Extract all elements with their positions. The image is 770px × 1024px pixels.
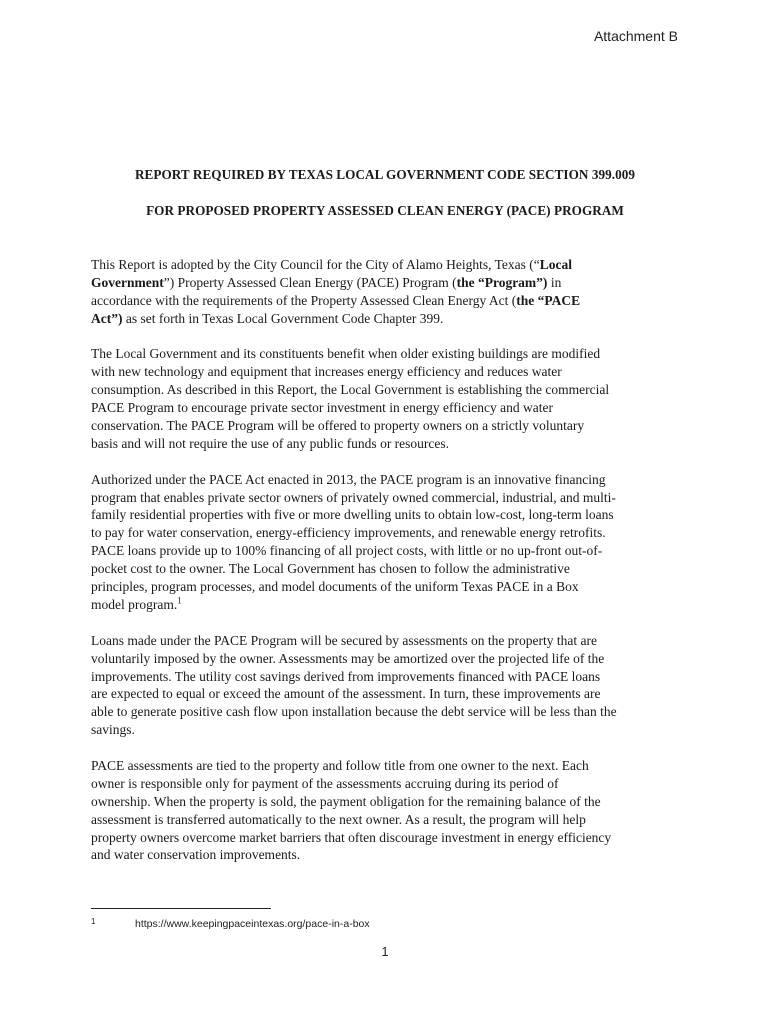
paragraph-line: assessment is transferred automatically to the next owner. As a result, the program will help: [91, 811, 586, 827]
paragraph-line: principles, program processes, and model documents of the uniform Texas PACE in a Box: [91, 579, 579, 595]
paragraph-line: PACE Program to encourage private sector investment in energy efficiency and water: [91, 400, 553, 416]
text-run: model program.: [91, 597, 178, 612]
paragraph-line: savings.: [91, 722, 135, 738]
footnote-divider: [91, 908, 271, 909]
paragraph-line: [91, 256, 691, 274]
text-run: accordance with the requirements of the Property Assessed Clean Energy Act (: [91, 292, 517, 308]
text-run: in: [547, 274, 562, 290]
page-number: 1: [381, 944, 389, 959]
paragraph-line: PACE assessments are tied to the property and follow title from one owner to the next. Each: [91, 757, 589, 773]
paragraph-line: Authorized under the PACE Act enacted in 2013, the PACE program is an innovative financing: [91, 471, 606, 487]
footnote: [91, 917, 370, 930]
paragraph-intro: [91, 256, 691, 328]
bold-run: the “Program”): [456, 274, 548, 290]
attachment-label: Attachment B: [593, 28, 678, 44]
footnote-link[interactable]: https://www.keepingpaceintexas.org/pace-in-a-box: [135, 918, 370, 930]
report-body: [91, 256, 691, 882]
paragraph-line: PACE loans provide up to 100% financing of all project costs, with little or no up-front out-of-: [91, 543, 603, 559]
text-run: ”) Property Assessed Clean Energy (PACE) Program (: [163, 274, 457, 290]
report-title: REPORT REQUIRED BY TEXAS LOCAL GOVERNMENT CODE SECTION 399.009: [134, 167, 636, 182]
paragraph-line: ownership. When the property is sold, the payment obligation for the remaining balance of the: [91, 793, 601, 809]
bold-run: Act”): [91, 310, 123, 326]
bold-run: Local: [539, 257, 572, 272]
paragraph-line: able to generate positive cash flow upon installation because the debt service will be less than the: [91, 704, 617, 720]
paragraph-line: voluntarily imposed by the owner. Assessments may be amortized over the projected life of the: [91, 650, 605, 666]
paragraph-line: pocket cost to the owner. The Local Government has chosen to follow the administrative: [91, 561, 570, 577]
paragraph-line: are expected to equal or exceed the amount of the assessment. In turn, these improvements are: [91, 686, 601, 702]
paragraph-line: with new technology and equipment that increases energy efficiency and reduces water: [91, 364, 562, 380]
paragraph-line: [91, 274, 691, 292]
text-run: This Report is adopted by the City Council for the City of Alamo Heights, Texas (“: [91, 257, 540, 272]
paragraph-line: basis and will not require the use of any public funds or resources.: [91, 435, 450, 451]
paragraph-loans: [91, 632, 691, 739]
bold-run: the “PACE: [516, 292, 581, 308]
footnote-mark: 1: [91, 917, 96, 926]
paragraph-line: property owners overcome market barriers that often discourage investment in energy efficiency: [91, 829, 612, 845]
paragraph-line: and water conservation improvements.: [91, 847, 301, 863]
paragraph-benefits: [91, 345, 691, 452]
text-run: as set forth in Texas Local Government Code Chapter 399.: [122, 310, 444, 326]
footnote-reference[interactable]: 1: [177, 595, 182, 606]
paragraph-line: to pay for water conservation, energy-efficiency improvements, and renewable energy retrofits.: [91, 525, 606, 541]
paragraph-line: [91, 310, 691, 328]
paragraph-line: [91, 292, 691, 310]
paragraph-line: conservation. The PACE Program will be offered to property owners on a strictly voluntary: [91, 418, 585, 434]
bold-run: Government: [91, 274, 164, 290]
paragraph-line: program that enables private sector owners of privately owned commercial, industrial, and multi-: [91, 489, 616, 505]
paragraph-line: owner is responsible only for payment of the assessments accruing during its period of: [91, 775, 559, 791]
paragraph-line: The Local Government and its constituents benefit when older existing buildings are modified: [91, 346, 601, 362]
report-subtitle: FOR PROPOSED PROPERTY ASSESSED CLEAN ENERGY (PACE) PROGRAM: [146, 203, 624, 218]
paragraph-line: family residential properties with five or more dwelling units to obtain low-cost, long-term loans: [91, 507, 614, 523]
paragraph-line: [91, 596, 691, 614]
paragraph-assessments: [91, 757, 691, 864]
paragraph-line: improvements. The utility cost savings derived from improvements financed with PACE loans: [91, 668, 601, 684]
paragraph-line: consumption. As described in this Report, the Local Government is establishing the commercial: [91, 382, 610, 398]
paragraph-authorization: [91, 471, 691, 614]
paragraph-line: Loans made under the PACE Program will be secured by assessments on the property that are: [91, 632, 598, 648]
